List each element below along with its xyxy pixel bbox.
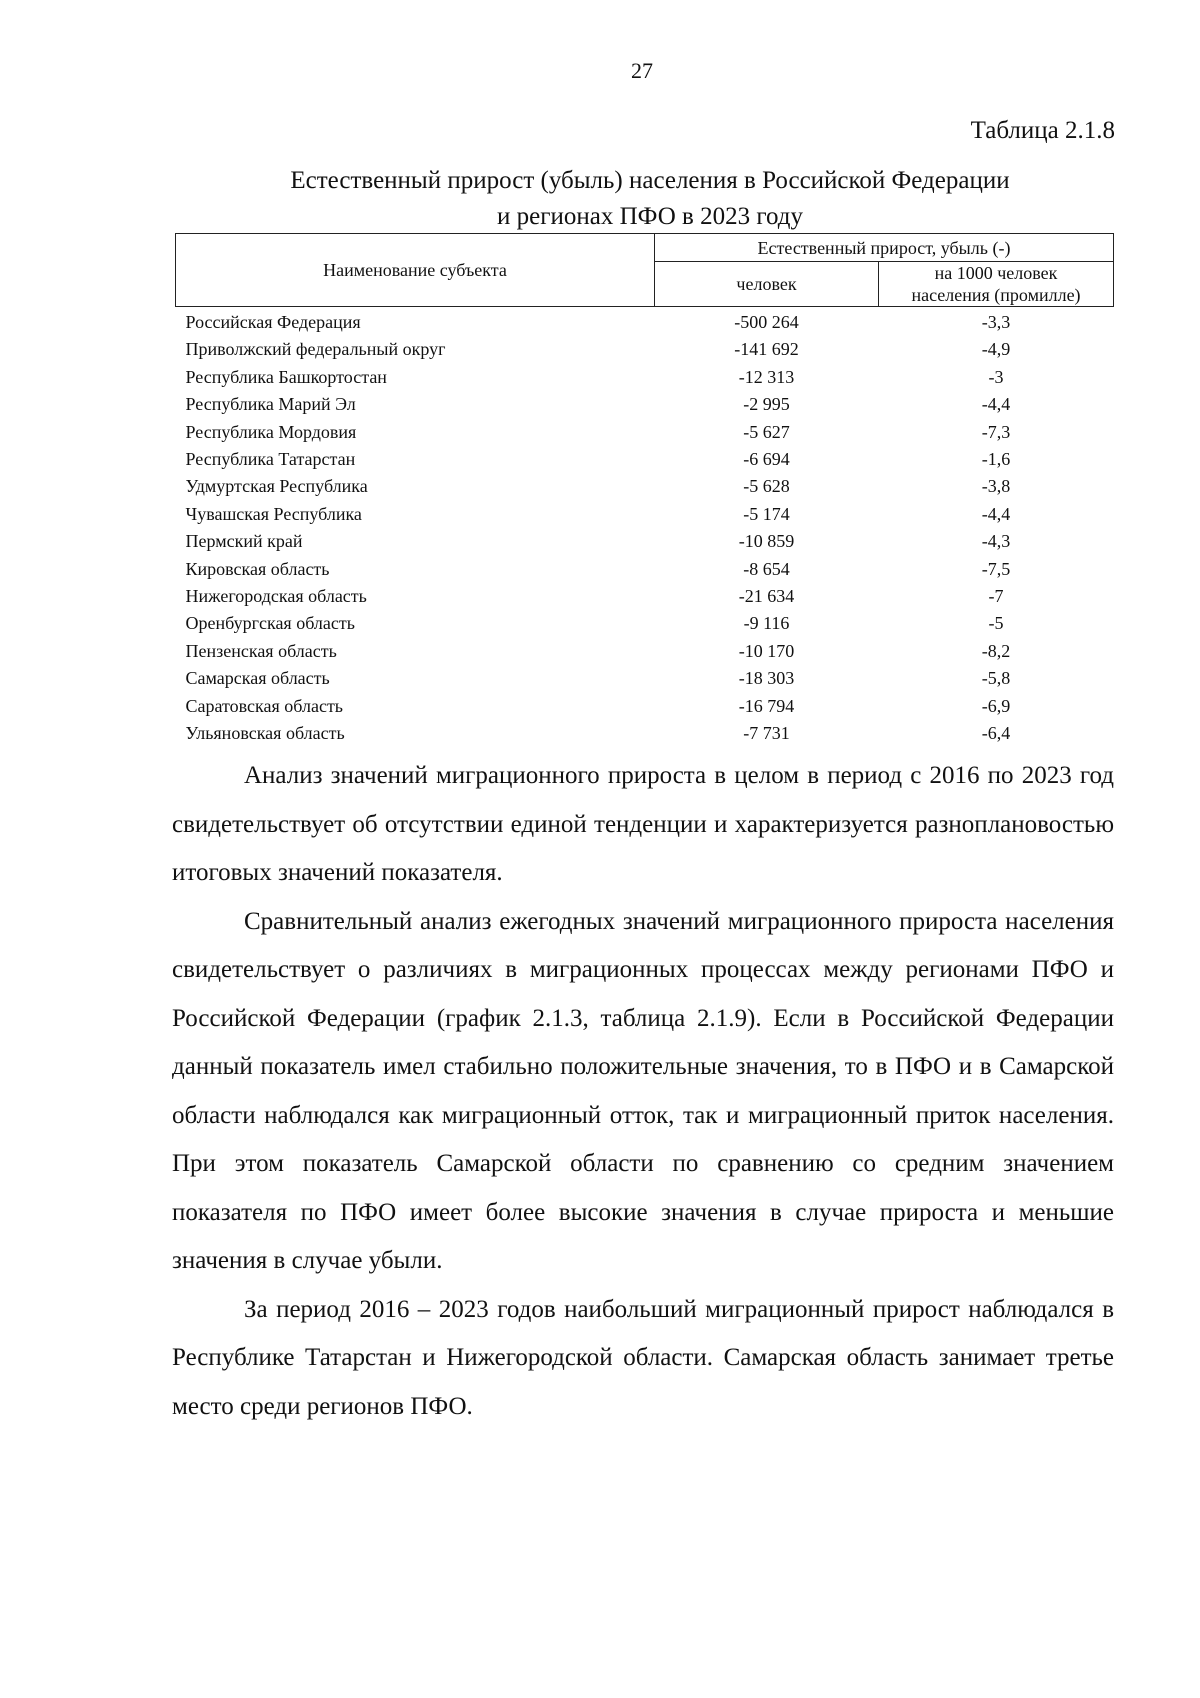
table-row: [176, 693, 1114, 720]
header-per-1000: [879, 262, 1114, 307]
table-row: [176, 720, 1114, 747]
row-subject: Пермский край: [185, 531, 303, 552]
row-persons: -16 794: [738, 695, 795, 716]
row-per-1000: -4,4: [981, 503, 1011, 524]
table-row: [176, 336, 1114, 363]
row-subject: Ульяновская область: [185, 723, 345, 744]
table-title-line-2: и регионах ПФО в 2023 году: [497, 203, 803, 230]
row-per-1000: -7,5: [981, 558, 1011, 579]
row-per-1000: -4,4: [981, 394, 1011, 415]
row-subject: Нижегородская область: [185, 586, 367, 607]
header-per-1000-line-2: населения (промилле): [911, 285, 1081, 305]
table-label: Таблица 2.1.8: [970, 117, 1115, 144]
row-subject: Пензенская область: [185, 640, 337, 661]
row-subject: Республика Мордовия: [185, 421, 357, 442]
row-persons: -500 264: [734, 312, 799, 332]
paragraph: За период 2016 – 2023 годов наибольший миграционный прирост наблюдался в Республике Татарстан и Нижегородской области. Самарская область занимает третье место среди регионов ПФО.: [172, 1295, 1114, 1420]
row-per-1000: -7: [988, 586, 1004, 607]
row-persons: -10 170: [738, 640, 795, 661]
page-number: 27: [631, 58, 653, 83]
row-subject: Российская Федерация: [185, 312, 361, 332]
row-per-1000: -5: [988, 613, 1004, 634]
header-subject-name: Наименование субъекта: [176, 234, 655, 307]
table-row: [176, 583, 1114, 610]
row-persons: -7 731: [743, 723, 790, 744]
row-persons: -18 303: [738, 668, 795, 689]
row-persons: -9 116: [743, 613, 790, 634]
row-subject: Чувашская Республика: [185, 503, 362, 524]
row-subject: Самарская область: [185, 668, 330, 689]
table-row: [176, 638, 1114, 665]
row-persons: -8 654: [743, 558, 790, 579]
table-row: [176, 528, 1114, 555]
row-subject: Республика Татарстан: [185, 449, 356, 470]
table-row: [176, 419, 1114, 446]
table-row: [176, 665, 1114, 692]
row-subject: Республика Башкортостан: [185, 366, 387, 387]
row-persons: -6 694: [743, 449, 790, 470]
row-per-1000: -1,6: [981, 449, 1011, 470]
table-row: [176, 446, 1114, 473]
table-title-line-1: Естественный прирост (убыль) населения в Российской Федерации: [290, 167, 1010, 194]
row-per-1000: -6,4: [981, 723, 1011, 744]
row-subject: Кировская область: [185, 558, 330, 579]
body-text: [172, 752, 1114, 1431]
row-persons: -12 313: [738, 366, 795, 387]
table-row: [176, 610, 1114, 637]
row-per-1000: -3,8: [981, 476, 1011, 497]
table-row: [176, 391, 1114, 418]
table-row: [176, 473, 1114, 500]
row-subject: Оренбургская область: [185, 613, 355, 634]
row-persons: -10 859: [738, 531, 795, 552]
header-per-1000-line-1: на 1000 человек: [934, 263, 1058, 283]
row-persons: -5 628: [743, 476, 790, 497]
paragraph: Сравнительный анализ ежегодных значений миграционного прироста населения свидетельствует о различиях в миграционных процессах между регионами ПФО и Российской Федерации (график 2.1.3, таблица 2.1.9). Если в Российской Федерации данный показатель имел стабильно положительные значения, то в ПФО и в Самарской области наблюдался как миграционный отток, так и миграционный приток населения. При этом показатель Самарской области по сравнению со средним значением показателя по ПФО имеет более высокие значения в случае прироста и меньшие значения в случае убыли.: [172, 907, 1114, 1274]
row-per-1000: -3,3: [981, 312, 1011, 332]
row-persons: -5 627: [743, 421, 790, 442]
row-subject: Республика Марий Эл: [185, 394, 356, 415]
table-title: [175, 163, 1125, 235]
row-per-1000: -4,9: [981, 339, 1011, 360]
row-per-1000: -8,2: [981, 640, 1011, 661]
population-growth-table: [175, 233, 1114, 748]
row-subject: Удмуртская Республика: [185, 476, 368, 497]
row-per-1000: -7,3: [981, 421, 1011, 442]
row-per-1000: -6,9: [981, 695, 1011, 716]
row-persons: -21 634: [738, 586, 795, 607]
table-row: [176, 307, 1114, 337]
row-per-1000: -5,8: [981, 668, 1011, 689]
row-persons: -5 174: [743, 503, 790, 524]
table-row: [176, 556, 1114, 583]
row-per-1000: -3: [988, 366, 1004, 387]
paragraph: Анализ значений миграционного прироста в целом в период с 2016 по 2023 год свидетельствует об отсутствии единой тенденции и характеризуется разноплановостью итоговых значений показателя.: [172, 762, 1114, 886]
row-persons: -141 692: [734, 339, 799, 360]
table-row: [176, 364, 1114, 391]
header-natural-growth: Естественный прирост, убыль (-): [655, 234, 1114, 262]
header-persons: человек: [655, 262, 879, 307]
row-persons: -2 995: [743, 394, 790, 415]
row-subject: Приволжский федеральный округ: [185, 339, 446, 360]
row-per-1000: -4,3: [981, 531, 1011, 552]
table-row: [176, 501, 1114, 528]
row-subject: Саратовская область: [185, 695, 344, 716]
